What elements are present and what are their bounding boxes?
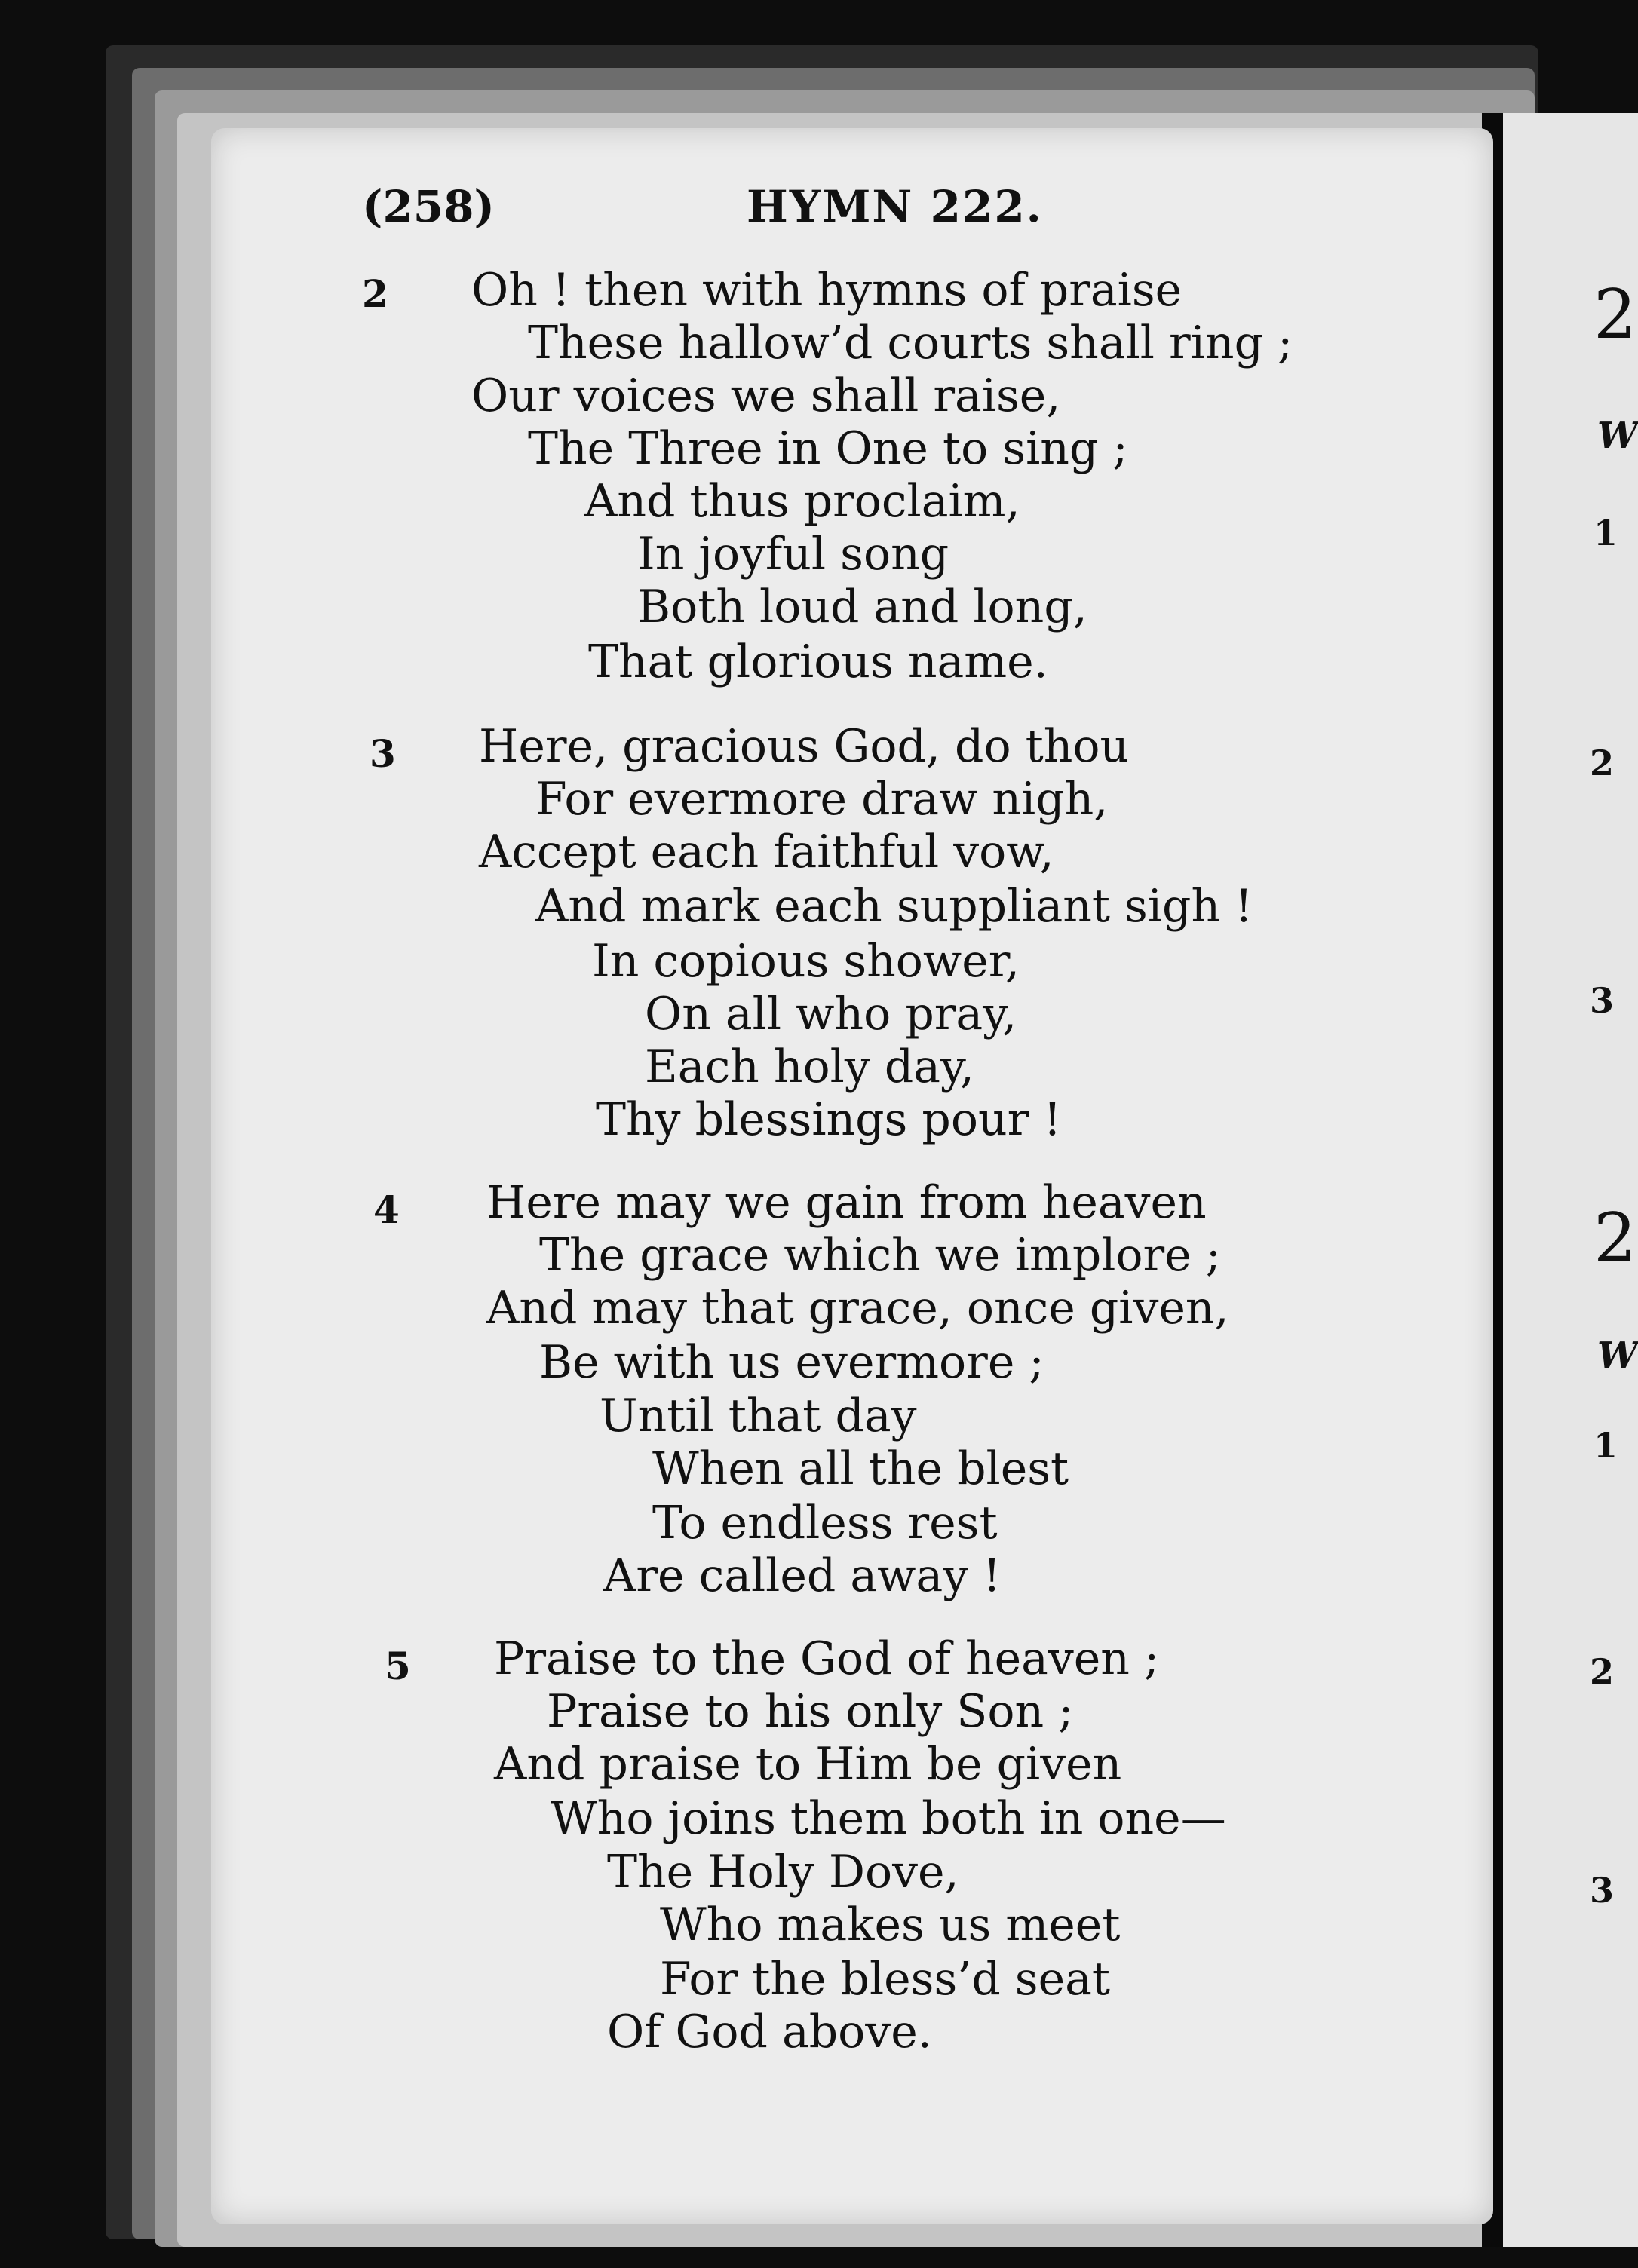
hymn-line: In copious shower, — [592, 935, 1020, 988]
facing-author-initial: W — [1597, 1335, 1638, 1377]
hymn-line: Who joins them both in one— — [551, 1792, 1226, 1845]
stanza-number: 4 — [373, 1188, 400, 1232]
stanza-number: 5 — [385, 1644, 411, 1688]
hymn-line: For evermore draw nigh, — [535, 773, 1109, 826]
hymn-line: Are called away ! — [603, 1549, 1002, 1602]
facing-stanza-number: 3 — [1590, 1870, 1615, 1911]
hymn-line: The grace which we implore ; — [539, 1229, 1222, 1282]
hymn-line: Here, gracious God, do thou — [479, 720, 1130, 773]
hymn-line: The Holy Dove, — [607, 1846, 959, 1899]
hymn-line: Both loud and long, — [637, 581, 1087, 633]
hymn-line: When all the blest — [652, 1442, 1069, 1495]
facing-hymn-number: 2 — [1594, 275, 1637, 354]
hymn-line: And mark each suppliant sigh ! — [535, 880, 1253, 933]
hymn-line: On all who pray, — [645, 988, 1017, 1041]
hymn-line: Of God above. — [607, 2006, 932, 2058]
hymn-line: And thus proclaim, — [584, 475, 1020, 528]
hymn-line: Who makes us meet — [660, 1899, 1121, 1951]
hymn-line: Be with us evermore ; — [539, 1336, 1044, 1389]
facing-stanza-number: 3 — [1590, 980, 1615, 1021]
facing-stanza-number: 2 — [1590, 743, 1615, 783]
facing-hymn-number: 2 — [1594, 1199, 1637, 1278]
facing-stanza-number: 2 — [1590, 1651, 1615, 1692]
hymn-line: To endless rest — [652, 1497, 998, 1549]
stanza-number: 2 — [362, 271, 388, 316]
hymn-line: That glorious name. — [588, 636, 1048, 688]
hymn-line: Each holy day, — [645, 1041, 974, 1093]
hymn-line: In joyful song — [637, 528, 949, 581]
stanza-number: 3 — [370, 731, 396, 776]
page-number: (258) — [362, 181, 495, 232]
facing-author-initial: W — [1597, 415, 1638, 457]
hymn-line: For the bless’d seat — [660, 1953, 1110, 2006]
facing-stanza-number: 1 — [1594, 513, 1618, 553]
hymn-line: Praise to the God of heaven ; — [494, 1632, 1160, 1685]
hymn-line: And praise to Him be given — [494, 1738, 1122, 1791]
hymn-line: The Three in One to sing ; — [528, 422, 1128, 475]
hymn-title: HYMN 222. — [747, 181, 1043, 232]
facing-stanza-number: 1 — [1594, 1425, 1618, 1466]
hymn-line: Our voices we shall raise, — [471, 369, 1061, 422]
facing-page — [1503, 113, 1638, 2247]
hymn-line: Praise to his only Son ; — [547, 1685, 1074, 1738]
hymn-line: Until that day — [600, 1390, 917, 1442]
hymn-line: These hallow’d courts shall ring ; — [528, 317, 1293, 369]
hymn-line: Thy blessings pour ! — [596, 1093, 1062, 1146]
hymn-line: Here may we gain from heaven — [486, 1176, 1207, 1229]
hymn-line: Oh ! then with hymns of praise — [471, 264, 1182, 317]
hymn-line: Accept each faithful vow, — [479, 826, 1054, 878]
hymn-line: And may that grace, once given, — [486, 1282, 1229, 1335]
